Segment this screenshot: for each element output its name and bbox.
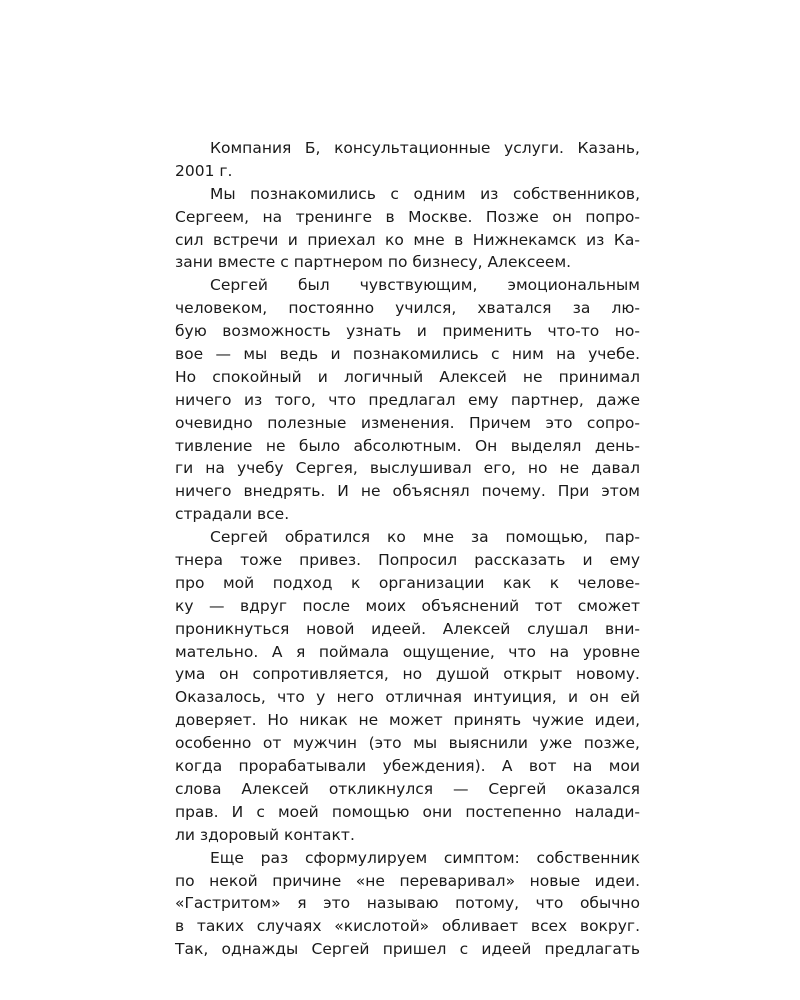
text-line: Компания Б, консультационные услуги. Казань,	[210, 139, 640, 157]
text-line: страдали все.	[175, 505, 290, 524]
text-line: Мы познакомились с одним из собственников,	[210, 184, 640, 203]
text-line: по некой причине «не переваривал» новые идеи.	[175, 871, 640, 890]
text-line: тнера тоже привез. Попросил рассказать и ему	[175, 551, 640, 570]
text-line: Но спокойный и логичный Алексей не принимал	[175, 367, 640, 386]
text-line: тивление не было абсолютным. Он выделял день-	[175, 436, 640, 455]
text-line: Оказалось, что у него отличная интуиция, и он ей	[175, 688, 640, 707]
text-line: 2001 г.	[175, 161, 233, 180]
text-line: Так, однажды Сергей пришел с идеей предлагать	[175, 940, 640, 959]
text-line: в таких случаях «кислотой» обливает всех вокруг.	[175, 917, 640, 936]
text-line: ли здоровый контакт.	[175, 825, 355, 844]
text-line: бую возможность узнать и применить что-то но-	[175, 322, 640, 341]
text-line: ничего из того, что предлагал ему партнер, даже	[175, 390, 640, 409]
text-line: Сергеем, на тренинге в Москве. Позже он попро-	[175, 207, 640, 226]
text-line: когда прорабатывали убеждения). А вот на мои	[175, 757, 640, 776]
text-line: про мой подход к организации как к челове-	[175, 573, 640, 592]
text-line: ничего внедрять. И не объяснял почему. При этом	[175, 482, 640, 501]
text-line: Сергей был чувствующим, эмоциональным	[210, 276, 640, 295]
text-line: проникнуться новой идеей. Алексей слушал вни-	[175, 619, 640, 638]
text-line: зани вместе с партнером по бизнесу, Алексеем.	[175, 253, 572, 272]
body-text	[175, 137, 640, 961]
text-line: Еще раз сформулируем симптом: собственник	[210, 848, 640, 867]
text-line: Сергей обратился ко мне за помощью, пар-	[210, 528, 640, 547]
text-line: прав. И с моей помощью они постепенно налади-	[175, 802, 640, 821]
text-line: сил встречи и приехал ко мне в Нижнекамск из Ка-	[175, 230, 640, 249]
text-line: слова Алексей откликнулся — Сергей оказался	[175, 779, 640, 798]
text-line: вое — мы ведь и познакомились с ним на учебе.	[175, 345, 640, 364]
text-line: очевидно полезные изменения. Причем это сопро-	[175, 413, 640, 432]
text-line: «Гастритом» я это называю потому, что обычно	[175, 894, 640, 913]
text-line: доверяет. Но никак не может принять чужие идеи,	[175, 711, 640, 730]
text-line: человеком, постоянно учился, хватался за лю-	[175, 299, 640, 318]
text-line: ума он сопротивляется, но душой открыт новому.	[175, 665, 640, 684]
text-line: ги на учебу Сергея, выслушивал его, но не давал	[175, 459, 640, 478]
text-line: ку — вдруг после моих объяснений тот сможет	[175, 596, 640, 615]
text-line: особенно от мужчин (это мы выяснили уже позже,	[175, 734, 640, 753]
text-line: мательно. А я поймала ощущение, что на уровне	[175, 642, 640, 661]
